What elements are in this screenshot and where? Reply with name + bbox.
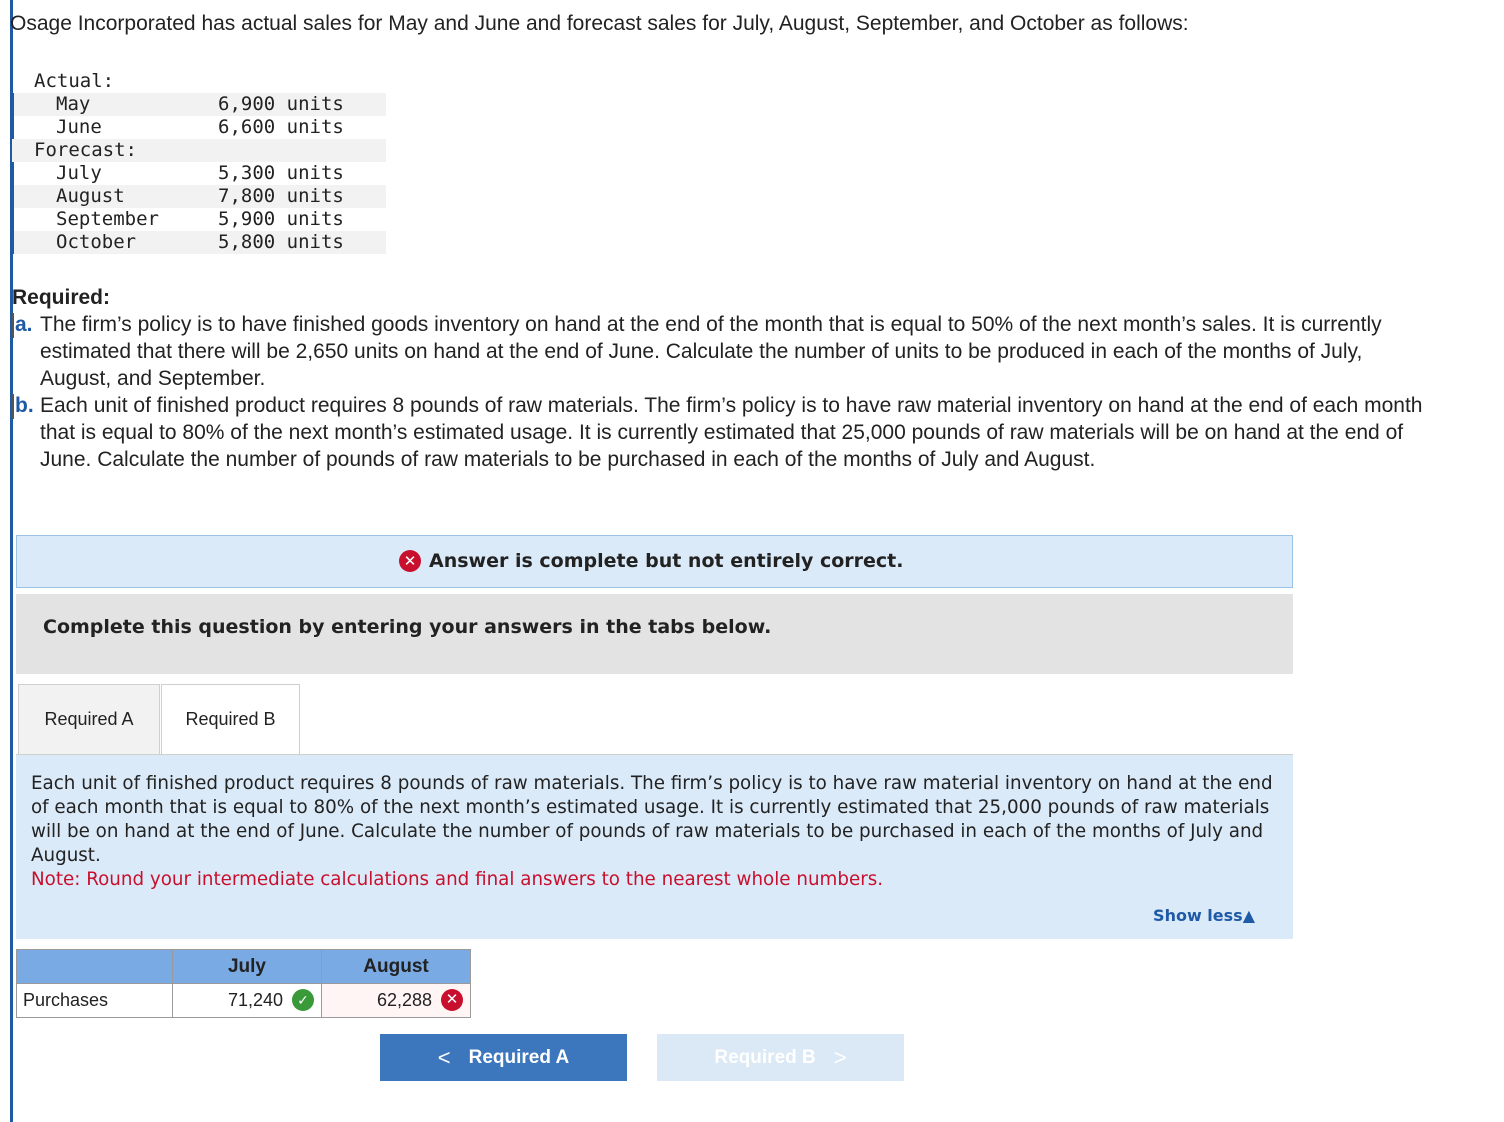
prev-button-label: Required A (468, 1046, 570, 1068)
actual-header-row (12, 70, 386, 93)
header-july: July (173, 950, 322, 984)
august-purchases-value[interactable]: 62,288 (376, 990, 432, 1010)
month-label: August (56, 185, 125, 207)
required-section (12, 284, 1432, 473)
header-august: August (322, 950, 471, 984)
forecast-label: Forecast: (34, 139, 137, 161)
item-text: Each unit of finished product requires 8 pounds of raw materials. The firm’s policy is to have raw material inventory on hand at the end of each month that is equal to 80% of the next month’s estimated usage. It is currently estimated that 25,000 pounds of raw materials will be on hand at the end of June. Calculate the number of pounds of raw materials to be purchased in each of the months of July and August. (40, 394, 1423, 471)
required-title: Required: (12, 286, 111, 309)
chevron-right-icon: > (833, 1044, 847, 1070)
chevron-left-icon: < (437, 1044, 451, 1070)
row-marker (12, 185, 14, 208)
next-required-b-button[interactable] (657, 1034, 904, 1081)
answer-table (16, 949, 471, 1018)
feedback-banner (16, 535, 1293, 588)
units-value: 6,900 units (218, 93, 344, 115)
next-button-label: Required B (714, 1046, 816, 1068)
table-row (12, 116, 386, 139)
instructions-text: Complete this question by entering your answers in the tabs below. (43, 616, 772, 638)
sales-data-table (12, 70, 386, 254)
question-intro: Osage Incorporated has actual sales for May and June and forecast sales for July, August, September, and October as follows: (10, 12, 1189, 35)
units-value: 5,300 units (218, 162, 344, 184)
table-row (12, 185, 386, 208)
item-letter: b. (15, 394, 34, 417)
month-label: June (56, 116, 102, 138)
row-marker (12, 231, 14, 254)
month-label: May (56, 93, 91, 115)
x-circle-icon: ✕ (399, 550, 421, 572)
units-value: 5,900 units (218, 208, 344, 230)
show-less-link[interactable]: Show less▲ (1153, 906, 1255, 925)
month-label: October (56, 231, 137, 253)
x-circle-icon: ✕ (441, 989, 463, 1011)
required-item-b (12, 392, 1432, 473)
required-item-a (12, 311, 1432, 392)
row-marker (12, 93, 14, 116)
tab-required-b[interactable]: Required B (161, 684, 300, 756)
question-panel (16, 755, 1293, 939)
instructions-banner (16, 594, 1293, 674)
table-row (12, 93, 386, 116)
units-value: 7,800 units (218, 185, 344, 207)
item-marker (12, 313, 14, 338)
units-value: 5,800 units (218, 231, 344, 253)
panel-text-block (31, 772, 1276, 892)
august-purchases-cell[interactable] (322, 984, 471, 1018)
units-value: 6,600 units (218, 116, 344, 138)
table-row (12, 231, 386, 254)
tab-required-a[interactable]: Required A (18, 684, 160, 754)
header-row (17, 950, 471, 984)
prev-required-a-button[interactable] (380, 1034, 627, 1081)
check-circle-icon: ✓ (292, 989, 314, 1011)
table-row (12, 208, 386, 231)
header-empty (17, 950, 173, 984)
row-marker (12, 116, 14, 139)
forecast-header-row (12, 139, 386, 162)
row-marker (12, 162, 14, 185)
month-label: September (56, 208, 159, 230)
item-text: The firm’s policy is to have finished goods inventory on hand at the end of the month that is equal to 50% of the next month’s sales. It is currently estimated that there will be 2,650 units on hand at the end of June. Calculate the number of units to be produced in each of the months of July, August, and September. (40, 313, 1382, 390)
row-marker (12, 208, 14, 231)
item-marker (12, 394, 14, 419)
actual-label: Actual: (34, 70, 115, 92)
panel-note: Note: Round your intermediate calculations and final answers to the nearest whole numbers. (31, 869, 884, 890)
table-row (12, 162, 386, 185)
table-row (17, 984, 471, 1018)
month-label: July (56, 162, 102, 184)
feedback-text: Answer is complete but not entirely correct. (429, 550, 904, 572)
panel-question: Each unit of finished product requires 8 pounds of raw materials. The firm’s policy is to have raw material inventory on hand at the end of each month that is equal to 80% of the next month’s estimated usage. It is currently estimated that 25,000 pounds of raw materials will be on hand at the end of June. Calculate the number of pounds of raw materials to be purchased in each of the months of July and August. (31, 773, 1273, 866)
july-purchases-value[interactable]: 71,240 (227, 990, 283, 1010)
july-purchases-cell[interactable] (173, 984, 322, 1018)
row-label-purchases: Purchases (17, 984, 173, 1018)
item-letter: a. (15, 313, 33, 336)
